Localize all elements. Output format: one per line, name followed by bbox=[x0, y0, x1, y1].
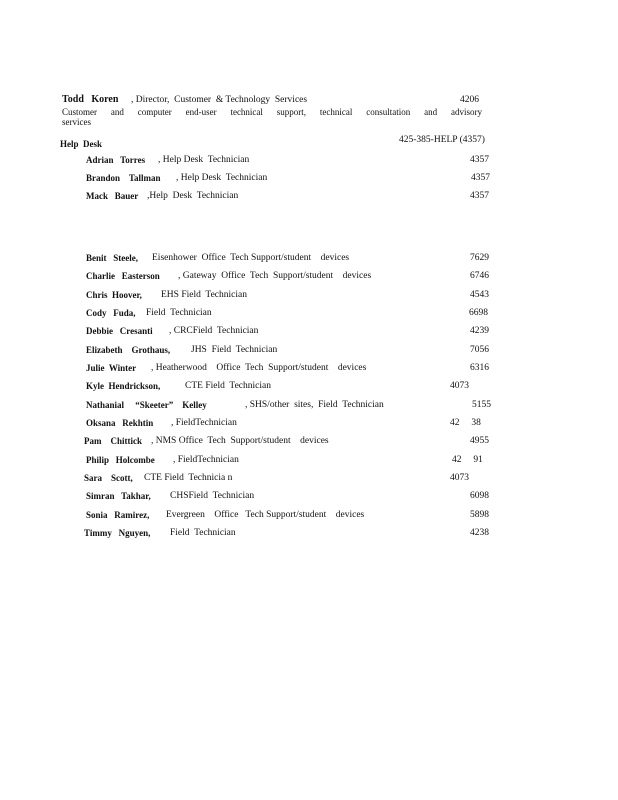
staff-row bbox=[0, 436, 618, 450]
staff-name: Julie Winter bbox=[86, 363, 137, 373]
staff-ext: 4955 bbox=[470, 436, 489, 446]
director-ext: 4206 bbox=[460, 95, 479, 105]
staff-role: Field Technician bbox=[146, 308, 212, 318]
director-title: , Director, Customer & Technology Services bbox=[131, 95, 308, 105]
staff-row bbox=[0, 345, 618, 359]
staff-name: Chris Hoover, bbox=[86, 290, 142, 300]
director-description: Customer and computer end-user technical support, technical consultation and advisory bbox=[62, 107, 482, 117]
staff-name: Elizabeth Grothaus, bbox=[86, 345, 171, 355]
staff-ext: 6746 bbox=[470, 271, 489, 281]
staff-row bbox=[0, 308, 618, 322]
staff-row bbox=[0, 290, 618, 304]
staff-name: Cody Fuda, bbox=[86, 308, 136, 318]
staff-role: CHSField Technician bbox=[170, 491, 255, 501]
staff-row bbox=[0, 253, 618, 267]
staff-role: Field Technician bbox=[170, 528, 236, 538]
staff-row bbox=[0, 418, 618, 432]
staff-ext: 5898 bbox=[470, 510, 489, 520]
staff-row bbox=[0, 326, 618, 340]
help-desk-phone: 425-385-HELP (4357) bbox=[399, 135, 485, 145]
staff-ext: 42 38 bbox=[450, 418, 481, 428]
staff-ext: 4357 bbox=[470, 191, 489, 201]
staff-row bbox=[0, 173, 618, 187]
staff-row bbox=[0, 473, 618, 487]
staff-role: ,Help Desk Technician bbox=[147, 191, 239, 201]
director-name: Todd Koren bbox=[62, 94, 119, 105]
staff-role: , FieldTechnician bbox=[173, 455, 239, 465]
staff-role: , CRCField Technician bbox=[169, 326, 259, 336]
staff-row bbox=[0, 381, 618, 395]
staff-name: Oksana Rekhtin bbox=[86, 418, 154, 428]
staff-name: Sonia Ramirez, bbox=[86, 510, 150, 520]
help-desk-label: Help Desk bbox=[60, 139, 103, 149]
staff-name: Simran Takhar, bbox=[86, 491, 151, 501]
staff-row bbox=[0, 510, 618, 524]
staff-name: Charlie Easterson bbox=[86, 271, 160, 281]
staff-role: Eisenhower Office Tech Support/student devices bbox=[152, 253, 350, 263]
staff-name: Debbie Cresanti bbox=[86, 326, 153, 336]
staff-name: Brandon Tallman bbox=[86, 173, 161, 183]
staff-role: , Help Desk Technician bbox=[158, 155, 250, 165]
staff-role: , NMS Office Tech Support/student devices bbox=[151, 436, 329, 446]
staff-role: JHS Field Technician bbox=[191, 345, 278, 355]
staff-role: Evergreen Office Tech Support/student devices bbox=[166, 510, 365, 520]
staff-role: EHS Field Technician bbox=[161, 290, 247, 300]
staff-role: CTE Field Technician bbox=[185, 381, 271, 391]
staff-ext: 4238 bbox=[470, 528, 489, 538]
staff-ext: 42 91 bbox=[452, 455, 483, 465]
staff-name: Benit Steele, bbox=[86, 253, 138, 263]
staff-name: Kyle Hendrickson, bbox=[86, 381, 161, 391]
staff-row bbox=[0, 191, 618, 205]
staff-row bbox=[0, 528, 618, 542]
staff-name: Philip Holcombe bbox=[86, 455, 155, 465]
staff-ext: 4357 bbox=[470, 155, 489, 165]
staff-ext: 7056 bbox=[470, 345, 489, 355]
staff-ext: 4543 bbox=[470, 290, 489, 300]
staff-role: , Help Desk Technician bbox=[176, 173, 268, 183]
staff-ext: 4357 bbox=[471, 173, 490, 183]
staff-name: Mack Bauer bbox=[86, 191, 139, 201]
staff-row bbox=[0, 455, 618, 469]
staff-ext: 4073 bbox=[450, 381, 469, 391]
staff-ext: 6098 bbox=[470, 491, 489, 501]
staff-ext: 7629 bbox=[470, 253, 489, 263]
staff-role: , SHS/other sites, Field Technician bbox=[245, 400, 384, 410]
staff-row bbox=[0, 363, 618, 377]
staff-ext: 4239 bbox=[470, 326, 489, 336]
staff-name: Timmy Nguyen, bbox=[84, 528, 151, 538]
staff-name: Nathanial “Skeeter” Kelley bbox=[86, 400, 207, 410]
director-description-cont: services bbox=[62, 117, 91, 127]
staff-row bbox=[0, 491, 618, 505]
staff-name: Pam Chittick bbox=[84, 436, 142, 446]
staff-row bbox=[0, 155, 618, 169]
staff-row bbox=[0, 271, 618, 285]
staff-role: CTE Field Technicia n bbox=[144, 473, 233, 483]
staff-row bbox=[0, 400, 618, 414]
staff-role: , FieldTechnician bbox=[171, 418, 237, 428]
staff-ext: 4073 bbox=[450, 473, 469, 483]
staff-name: Sara Scott, bbox=[84, 473, 133, 483]
staff-role: , Heatherwood Office Tech Support/student devices bbox=[151, 363, 367, 373]
staff-ext: 6316 bbox=[470, 363, 489, 373]
staff-role: , Gateway Office Tech Support/student devices bbox=[178, 271, 372, 281]
staff-ext: 6698 bbox=[469, 308, 488, 318]
staff-ext: 5155 bbox=[472, 400, 491, 410]
staff-name: Adrian Torres bbox=[86, 155, 146, 165]
